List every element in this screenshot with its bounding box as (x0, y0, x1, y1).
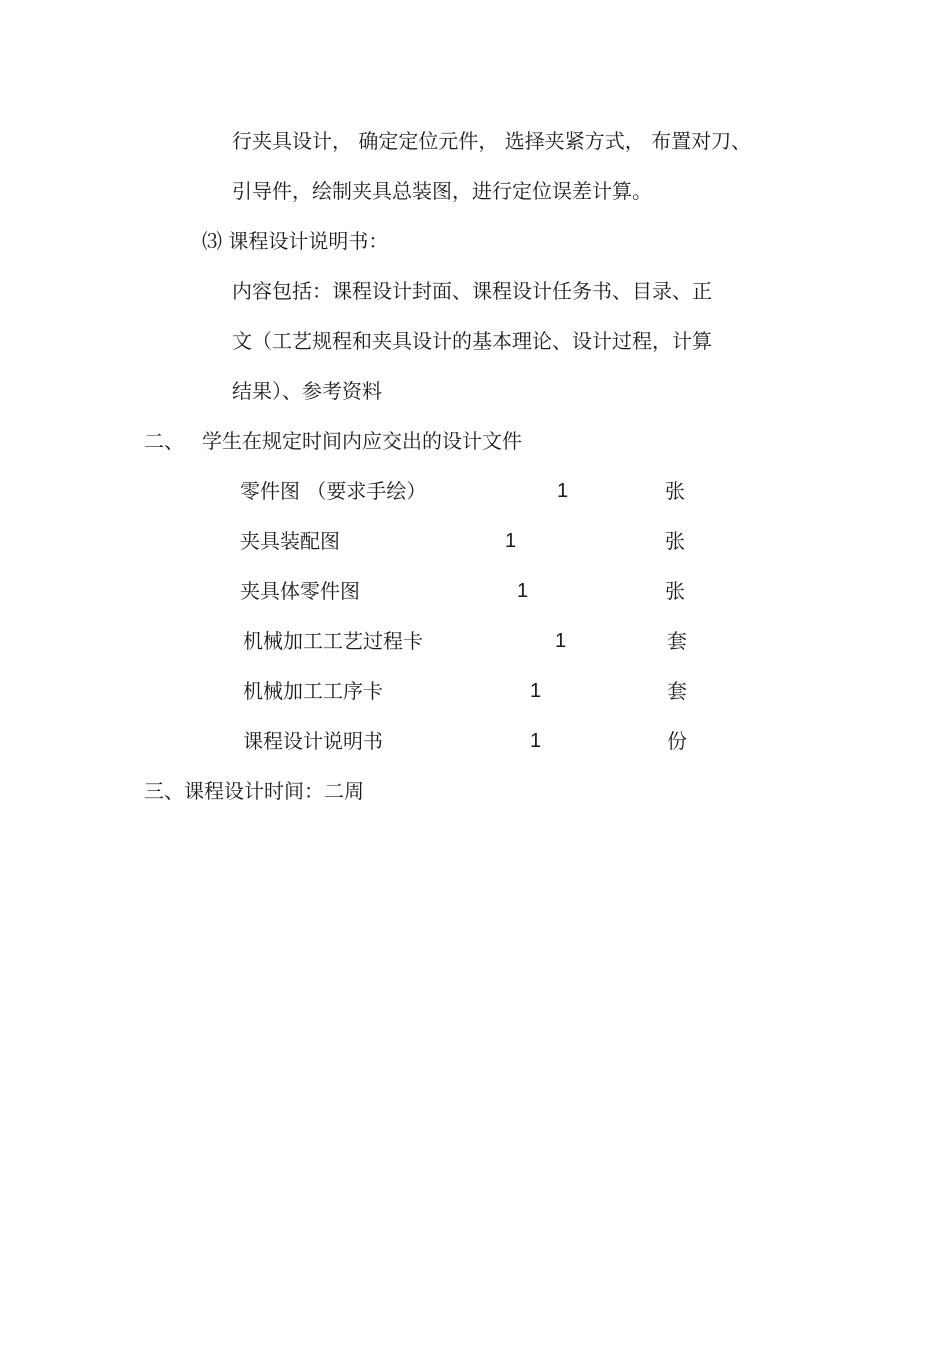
paragraph-line-6: 结果）、参考资料 (232, 379, 382, 403)
paragraph-line-4: 内容包括：课程设计封面、课程设计任务书、目录、正 (232, 279, 712, 303)
file-quantity: 1 (530, 730, 542, 752)
file-unit: 份 (667, 729, 687, 753)
file-unit: 张 (665, 579, 685, 603)
file-name: 机械加工工序卡 (243, 679, 383, 703)
file-quantity: 1 (555, 630, 567, 652)
file-unit: 张 (665, 529, 685, 553)
file-unit: 套 (667, 679, 687, 703)
section-three: 三、课程设计时间：二周 (144, 779, 364, 803)
file-quantity: 1 (505, 530, 517, 552)
file-quantity: 1 (530, 680, 542, 702)
subsection-heading: ⑶ 课程设计说明书： (202, 229, 389, 253)
file-name: 课程设计说明书 (243, 729, 383, 753)
file-unit: 张 (665, 479, 685, 503)
paragraph-line-5: 文（工艺规程和夹具设计的基本理论、设计过程，计算 (232, 329, 712, 353)
paragraph-line-1: 行夹具设计， 确定定位元件， 选择夹紧方式， 布置对刀、 (232, 129, 752, 153)
section-two-title: 学生在规定时间内应交出的设计文件 (202, 429, 522, 453)
file-name: 机械加工工艺过程卡 (243, 629, 423, 653)
file-name: 夹具装配图 (240, 529, 340, 553)
section-two-number: 二、 (144, 429, 184, 453)
file-unit: 套 (667, 629, 687, 653)
paragraph-line-2: 引导件，绘制夹具总装图，进行定位误差计算。 (232, 179, 652, 203)
file-quantity: 1 (517, 580, 529, 602)
file-quantity: 1 (557, 480, 569, 502)
file-name: 零件图 （要求手绘） (240, 479, 427, 503)
file-name: 夹具体零件图 (240, 579, 360, 603)
